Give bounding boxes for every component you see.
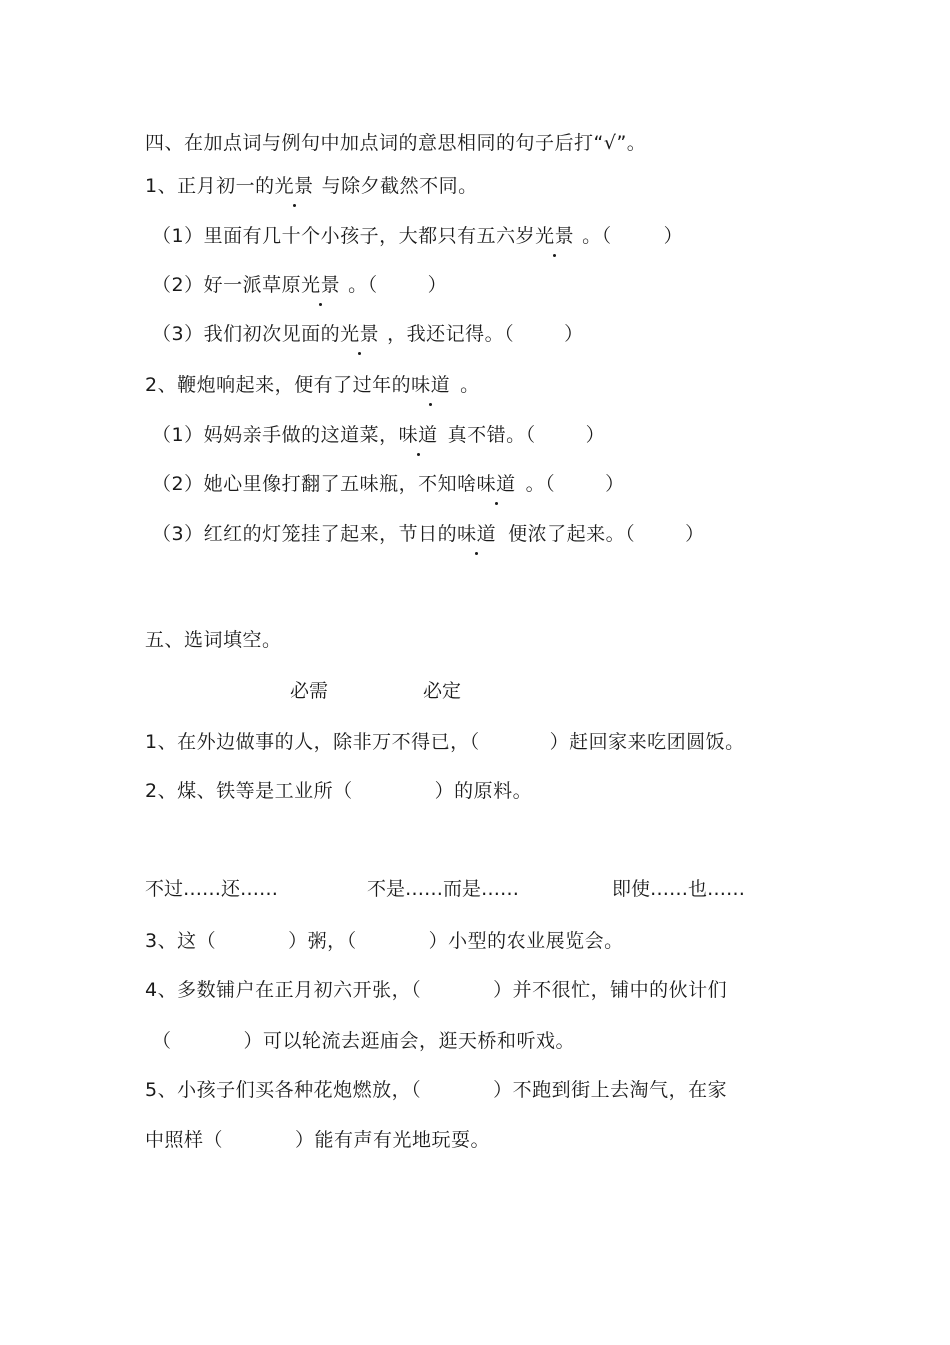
q1-option-1-dotted-word: 光景	[535, 225, 575, 247]
s5-q5-line1: 5、小孩子们买各种花炮燃放，（ ）不跑到街上去淘气，在家	[145, 1079, 728, 1101]
q2-option-1: （1）妈妈亲手做的这道菜，味道 真不错。（ ）	[152, 424, 606, 446]
q2-option-2: （2）她心里像打翻了五味瓶，不知啥味道 。（ ）	[152, 473, 625, 495]
word-choice: 必需	[290, 680, 329, 702]
s5-q4-line2: （ ）可以轮流去逛庙会，逛天桥和听戏。	[152, 1030, 576, 1052]
q2-option-3: （3）红红的灯笼挂了起来，节日的味道 便浓了起来。（ ）	[152, 523, 705, 545]
section5-title: 五、选词填空。	[145, 629, 282, 651]
q2-dotted-word: 味道	[411, 374, 451, 396]
q2-stem: 2、鞭炮响起来，便有了过年的味道 。	[145, 374, 480, 396]
q1-stem-pre: 正月初一的	[177, 175, 275, 197]
q1-stem-post: 与除夕截然不同。	[321, 175, 478, 197]
section4-title: 四、在加点词与例句中加点词的意思相同的句子后打“√”。	[145, 132, 647, 154]
s5-q2: 2、煤、铁等是工业所（ ）的原料。	[145, 780, 533, 802]
s5-q1: 1、在外边做事的人，除非万不得已，（ ）赶回家来吃团圆饭。	[145, 731, 745, 753]
q2-option-1-dotted-word: 味道	[398, 424, 438, 446]
q1-option-1: （1）里面有几十个小孩子，大都只有五六岁光景 。（ ）	[152, 225, 684, 247]
word-choice: 必定	[423, 680, 462, 702]
word-choice: 不是……而是……	[367, 878, 520, 900]
q1-option-2-dotted-word: 光景	[301, 274, 341, 296]
s5-q3: 3、这（ ）粥，（ ）小型的农业展览会。	[145, 930, 624, 952]
s5-q4-line1: 4、多数铺户在正月初六开张，（ ）并不很忙，铺中的伙计们	[145, 979, 728, 1001]
s5-q5-line2: 中照样（ ）能有声有光地玩耍。	[145, 1129, 491, 1151]
q1-option-2: （2）好一派草原光景 。（ ）	[152, 274, 448, 296]
q1-dotted-word: 光景	[274, 175, 314, 197]
q1-num: 1、	[145, 175, 178, 197]
q1-option-3-dotted-word: 光景	[340, 323, 380, 345]
q2-option-3-dotted-word: 味道	[457, 523, 497, 545]
word-choice: 不过……还……	[145, 878, 279, 900]
q1-stem	[145, 173, 478, 199]
word-choice: 即使……也……	[612, 878, 746, 900]
q1-option-3: （3）我们初次见面的光景 ，我还记得。（ ）	[152, 323, 584, 345]
q2-option-2-dotted-word: 味道	[476, 473, 516, 495]
